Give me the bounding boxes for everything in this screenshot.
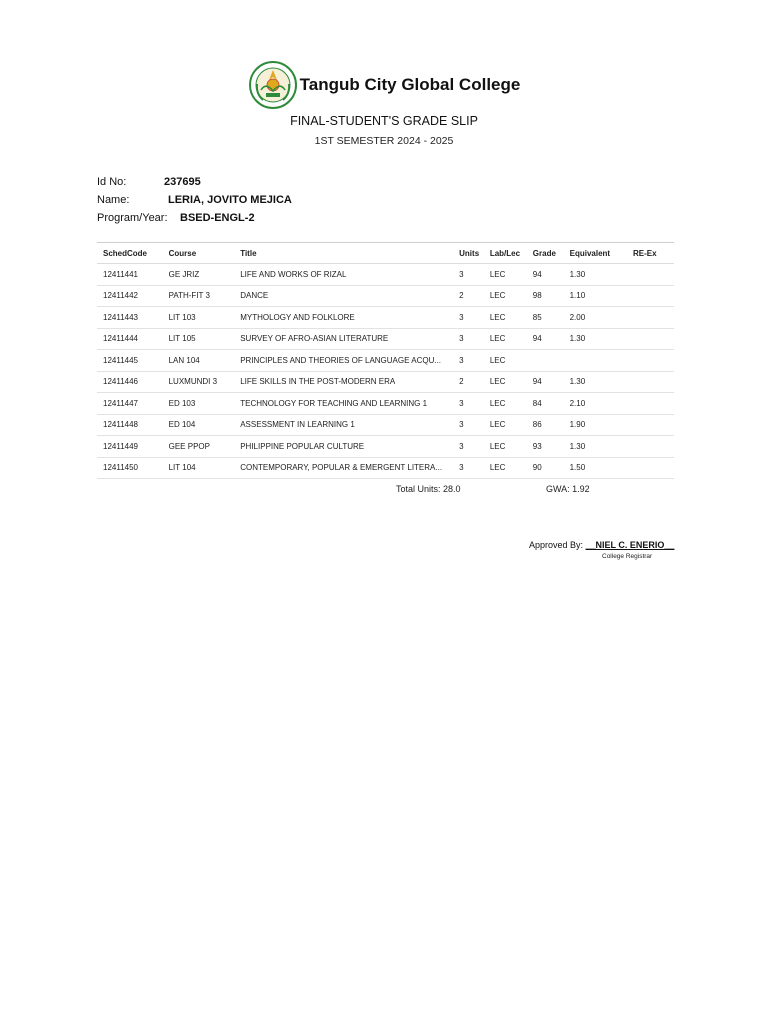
gwa: GWA: 1.92 bbox=[546, 484, 590, 494]
cell-course: LAN 104 bbox=[169, 350, 241, 372]
student-name-row bbox=[97, 194, 292, 206]
cell-title bbox=[240, 285, 459, 307]
cell-grade: 85 bbox=[533, 307, 570, 329]
cell-equivalent: 2.00 bbox=[570, 307, 633, 329]
approval-line bbox=[529, 540, 674, 550]
cell-grade: 84 bbox=[533, 393, 570, 415]
cell-units: 3 bbox=[459, 414, 490, 436]
cell-grade bbox=[533, 350, 570, 372]
table-row bbox=[97, 264, 674, 286]
cell-title bbox=[240, 436, 459, 458]
program-value: BSED-ENGL-2 bbox=[180, 212, 255, 224]
cell-lablec: LEC bbox=[490, 371, 533, 393]
cell-reex bbox=[633, 350, 674, 372]
cell-equivalent: 1.50 bbox=[570, 457, 633, 479]
cell-title bbox=[240, 328, 459, 350]
header-schedcode: SchedCode bbox=[97, 243, 169, 264]
table-row bbox=[97, 307, 674, 329]
cell-title bbox=[240, 371, 459, 393]
cell-lablec: LEC bbox=[490, 285, 533, 307]
cell-equivalent: 1.30 bbox=[570, 436, 633, 458]
course-title-text: PHILIPPINE POPULAR CULTURE bbox=[240, 441, 365, 451]
cell-schedcode: 12411449 bbox=[97, 436, 169, 458]
cell-schedcode: 12411442 bbox=[97, 285, 169, 307]
school-header bbox=[0, 60, 768, 110]
table-row bbox=[97, 414, 674, 436]
cell-course: ED 103 bbox=[169, 393, 241, 415]
cell-course: LUXMUNDI 3 bbox=[169, 371, 241, 393]
grades-table bbox=[97, 242, 674, 479]
cell-schedcode: 12411450 bbox=[97, 457, 169, 479]
table-row bbox=[97, 371, 674, 393]
cell-course: ED 104 bbox=[169, 414, 241, 436]
school-name: Tangub City Global College bbox=[299, 75, 521, 94]
cell-title bbox=[240, 307, 459, 329]
course-title-text: LIFE SKILLS IN THE POST-MODERN ERA bbox=[240, 377, 396, 387]
cell-grade: 93 bbox=[533, 436, 570, 458]
cell-grade: 98 bbox=[533, 285, 570, 307]
total-units: Total Units: 28.0 bbox=[396, 484, 461, 494]
header-lablec: Lab/Lec bbox=[490, 243, 533, 264]
table-row bbox=[97, 285, 674, 307]
cell-units: 3 bbox=[459, 350, 490, 372]
cell-reex bbox=[633, 328, 674, 350]
approver-name: __NIEL C. ENERIO__ bbox=[585, 540, 675, 550]
cell-grade: 94 bbox=[533, 264, 570, 286]
table-row bbox=[97, 436, 674, 458]
name-label: Name: bbox=[97, 194, 130, 206]
cell-equivalent: 1.30 bbox=[570, 328, 633, 350]
cell-reex bbox=[633, 457, 674, 479]
course-title-text: PRINCIPLES AND THEORIES OF LANGUAGE ACQU... bbox=[240, 355, 442, 365]
cell-grade: 90 bbox=[533, 457, 570, 479]
cell-title bbox=[240, 393, 459, 415]
id-value: 237695 bbox=[164, 176, 201, 188]
cell-units: 3 bbox=[459, 457, 490, 479]
cell-reex bbox=[633, 307, 674, 329]
cell-units: 3 bbox=[459, 307, 490, 329]
cell-schedcode: 12411448 bbox=[97, 414, 169, 436]
cell-units: 3 bbox=[459, 436, 490, 458]
cell-schedcode: 12411441 bbox=[97, 264, 169, 286]
table-row bbox=[97, 350, 674, 372]
course-title-text: CONTEMPORARY, POPULAR & EMERGENT LITERA... bbox=[240, 463, 443, 473]
cell-title bbox=[240, 264, 459, 286]
id-label: Id No: bbox=[97, 176, 127, 188]
course-title-text: TECHNOLOGY FOR TEACHING AND LEARNING 1 bbox=[240, 398, 428, 408]
table-row bbox=[97, 393, 674, 415]
grades-body bbox=[97, 264, 674, 479]
cell-course: GE JRIZ bbox=[169, 264, 241, 286]
course-title-text: ASSESSMENT IN LEARNING 1 bbox=[240, 420, 355, 430]
cell-course: LIT 103 bbox=[169, 307, 241, 329]
cell-lablec: LEC bbox=[490, 393, 533, 415]
cell-course: PATH-FIT 3 bbox=[169, 285, 241, 307]
semester-label: 1ST SEMESTER 2024 - 2025 bbox=[314, 135, 454, 147]
cell-schedcode: 12411447 bbox=[97, 393, 169, 415]
cell-units: 3 bbox=[459, 264, 490, 286]
student-id-row bbox=[97, 176, 201, 188]
cell-equivalent: 1.90 bbox=[570, 414, 633, 436]
header-units: Units bbox=[459, 243, 490, 264]
table-header-row bbox=[97, 243, 674, 264]
cell-reex bbox=[633, 285, 674, 307]
cell-equivalent: 2.10 bbox=[570, 393, 633, 415]
cell-units: 3 bbox=[459, 328, 490, 350]
cell-equivalent: 1.30 bbox=[570, 264, 633, 286]
cell-lablec: LEC bbox=[490, 414, 533, 436]
cell-reex bbox=[633, 393, 674, 415]
cell-course: LIT 105 bbox=[169, 328, 241, 350]
table-row bbox=[97, 457, 674, 479]
cell-units: 3 bbox=[459, 393, 490, 415]
cell-lablec: LEC bbox=[490, 264, 533, 286]
course-title-text: LIFE AND WORKS OF RIZAL bbox=[240, 269, 347, 279]
cell-equivalent bbox=[570, 350, 633, 372]
college-seal-icon bbox=[248, 60, 298, 110]
course-title-text: MYTHOLOGY AND FOLKLORE bbox=[240, 312, 355, 322]
cell-units: 2 bbox=[459, 371, 490, 393]
cell-lablec: LEC bbox=[490, 328, 533, 350]
cell-schedcode: 12411445 bbox=[97, 350, 169, 372]
header-course: Course bbox=[169, 243, 241, 264]
cell-lablec: LEC bbox=[490, 436, 533, 458]
course-title-text: DANCE bbox=[240, 291, 269, 301]
cell-lablec: LEC bbox=[490, 350, 533, 372]
table-row bbox=[97, 328, 674, 350]
cell-equivalent: 1.30 bbox=[570, 371, 633, 393]
cell-course: GEE PPOP bbox=[169, 436, 241, 458]
header-title: Title bbox=[240, 243, 459, 264]
cell-schedcode: 12411446 bbox=[97, 371, 169, 393]
student-program-row bbox=[97, 212, 255, 224]
cell-title bbox=[240, 350, 459, 372]
cell-title bbox=[240, 414, 459, 436]
cell-lablec: LEC bbox=[490, 307, 533, 329]
header-reex: RE-Ex bbox=[633, 243, 674, 264]
approved-by-label: Approved By: bbox=[529, 540, 584, 550]
cell-grade: 94 bbox=[533, 371, 570, 393]
name-value: LERIA, JOVITO MEJICA bbox=[168, 194, 292, 206]
cell-title bbox=[240, 457, 459, 479]
cell-reex bbox=[633, 414, 674, 436]
cell-reex bbox=[633, 436, 674, 458]
approver-role: College Registrar bbox=[602, 553, 653, 560]
cell-schedcode: 12411443 bbox=[97, 307, 169, 329]
program-label: Program/Year: bbox=[97, 212, 168, 224]
cell-units: 2 bbox=[459, 285, 490, 307]
header-equivalent: Equivalent bbox=[570, 243, 633, 264]
cell-lablec: LEC bbox=[490, 457, 533, 479]
cell-course: LIT 104 bbox=[169, 457, 241, 479]
course-title-text: SURVEY OF AFRO-ASIAN LITERATURE bbox=[240, 334, 389, 344]
cell-reex bbox=[633, 371, 674, 393]
cell-equivalent: 1.10 bbox=[570, 285, 633, 307]
cell-grade: 86 bbox=[533, 414, 570, 436]
header-grade: Grade bbox=[533, 243, 570, 264]
cell-schedcode: 12411444 bbox=[97, 328, 169, 350]
cell-grade: 94 bbox=[533, 328, 570, 350]
cell-reex bbox=[633, 264, 674, 286]
document-title: FINAL-STUDENT'S GRADE SLIP bbox=[290, 114, 478, 128]
